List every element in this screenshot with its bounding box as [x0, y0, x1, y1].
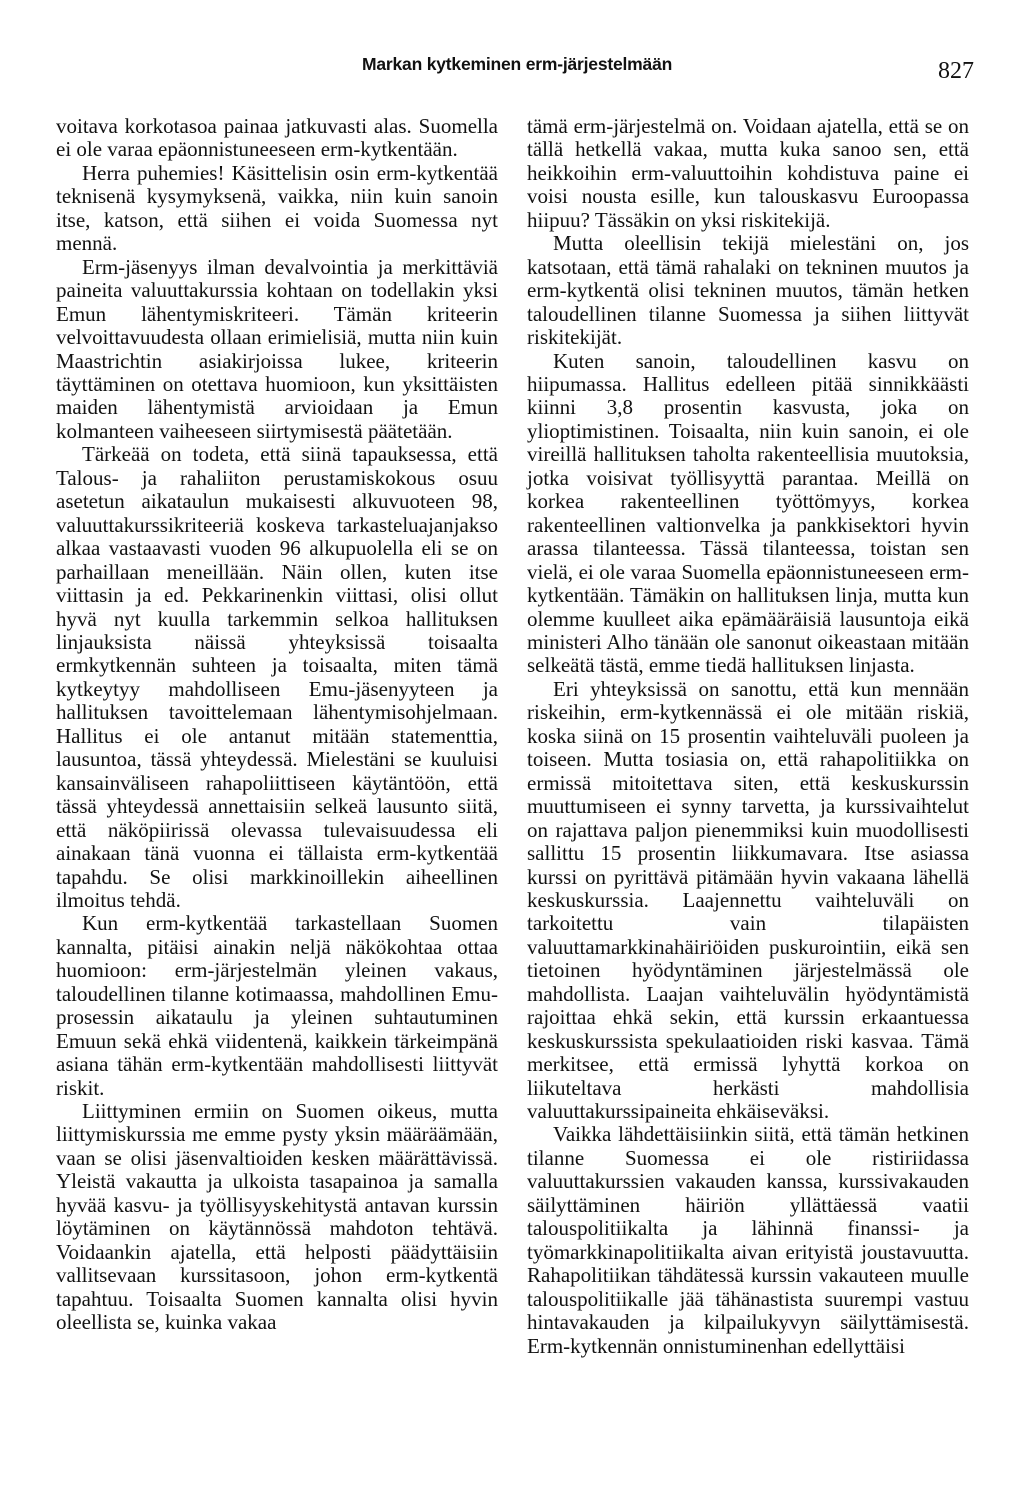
paragraph: Erm-jäsenyys ilman devalvointia ja merkittäviä paineita valuuttakurssia kohtaan on todellakin yksi Emun lähentymiskriteeri. Tämän kriteerin velvoittavuudesta ollaan erimielisiä, mutta niin kuin Maastrichtin asiakirjoissa lukee, kriteerin täyttäminen on otettava huomioon, kun yksittäisten maiden lähentymistä arvioidaan ja Emun kolmanteen vaiheeseen siirtymisestä päätetään.	[56, 254, 498, 443]
paragraph-continuation: tämä erm-järjestelmä on. Voidaan ajatella, että se on tällä hetkellä vakaa, mutta kuka sanoo sen, että heikkoihin erm-valuuttoihin kohdistuva paine ei voisi nousta esille, kun talouskasvu Euroopassa hiipuu? Tässäkin on yksi riskitekijä.	[527, 114, 969, 232]
paragraph: Eri yhteyksissä on sanottu, että kun mennään riskeihin, erm-kytkennässä ei ole mitään riskiä, koska siinä on 15 prosentin vaihteluväli puoleen ja toiseen. Mutta tosiasia on, että rahapolitiikka on ermissä mitoitettava siten, että keskuskurssin muuttumiseen ei synny tarvetta, ja kurssivaihtelut on rajattava paljon pienemmiksi kuin muodollisesti sallittu 15 prosentin liikkumavara. Itse asiassa kurssi on pyrittävä pitämään hyvin vakaana lähellä keskuskurssia. Laajennettu vaihteluväli on tarkoitettu vain tilapäisten valuuttamarkkinahäiriöiden puskurointiin, eikä sen tietoinen hyödyntäminen järjestelmässä ole mahdollista. Laajan vaihteluvälin hyödyntämistä rajoittaa ehkä sekin, että kurssin erkaantuessa keskuskurssista spekulaatioiden riski kasvaa. Tämä merkitsee, että ermissä lyhyttä korkoa on liikuteltava herkästi mahdollisia valuuttakurssipaineita ehkäiseväksi.	[527, 676, 969, 1124]
paragraph: Liittyminen ermiin on Suomen oikeus, mutta liittymiskurssia me emme pysty yksin määräämään, vaan se olisi jäsenvaltioiden kesken määrättävissä. Yleistä vakautta ja ulkoista tasapainoa ja samalla hyvää kasvu- ja työllisyyskehitystä antavan kurssin löytäminen on käytännössä mahdoton tehtävä. Voidaankin ajatella, että helposti päädyttäisiin vallitsevaan kurssitasoon, johon erm-kytkentä tapahtuu. Toisaalta Suomen kannalta olisi hyvin oleellista se, kuinka vakaa	[56, 1099, 498, 1335]
paragraph: Vaikka lähdettäisiinkin siitä, että tämän hetkinen tilanne Suomessa ei ole ristiriidassa valuuttakurssien vakauden kanssa, kurssivakauden säilyttäminen häiriön yllättäessä vaatii talouspolitiikalta ja lähinnä finanssi- ja työmarkkinapolitiikalta aivan erityistä joustavuutta. Rahapolitiikan tähdätessä kurssin vakauteen muulle talouspolitiikalle jää tähänastista suurempi vastuu hintavakauden ja kilpailukyvyn säilyttämisestä. Erm-kytkennän onnistuminenhan edellyttäisi	[527, 1122, 969, 1358]
running-header	[0, 54, 1024, 84]
left-column	[56, 115, 498, 1335]
right-column	[527, 115, 969, 1358]
paragraph-continuation: voitava korkotasoa painaa jatkuvasti alas. Suomella ei ole varaa epäonnistuneeseen erm-kytkentään.	[56, 114, 498, 162]
page-number: 827	[938, 58, 974, 84]
paragraph: Herra puhemies! Käsittelisin osin erm-kytkentää teknisenä kysymyksenä, vaikka, niin kuin sanoin itse, katson, että siihen ei voida Suomessa nyt mennä.	[56, 160, 498, 256]
running-title: Markan kytkeminen erm-järjestelmään	[362, 54, 673, 74]
paragraph: Kun erm-kytkentää tarkastellaan Suomen kannalta, pitäisi ainakin neljä näkökohtaa ottaa huomioon: erm-järjestelmän yleinen vakaus, taloudellinen tilanne kotimaassa, mahdollinen Emu-prosessin aikataulu ja yleinen suhtautuminen Emuun sekä ehkä viidentenä, kaikkein tärkeimpänä asiana tähän erm-kytkentään mahdollisesti liittyvät riskit.	[56, 911, 498, 1100]
paragraph: Mutta oleellisin tekijä mielestäni on, jos katsotaan, että tämä rahalaki on tekninen muutos ja erm-kytkentä olisi tekninen muutos, tämän hetken taloudellinen tilanne Suomessa ja siihen liittyvät riskitekijät.	[527, 231, 969, 350]
paragraph: Tärkeää on todeta, että siinä tapauksessa, että Talous- ja rahaliiton perustamiskokous osuu asetetun aikataulun mukaisesti alkuvuoteen 98, valuuttakurssikriteeriä koskeva tarkasteluajanjakso alkaa vastaavasti vuoden 96 alkupuolella eli se on parhaillaan meneillään. Näin ollen, kuten itse viittasin ja ed. Pekkarinenkin viittasi, olisi ollut hyvä nyt kuulla tarkemmin selkoa hallituksen linjauksista näissä yhteyksissä toisaalta ermkytkennän suhteen ja toisaalta, miten tämä kytkeytyy mahdolliseen Emu-jäsenyyteen ja hallituksen tavoittelemaan lähentymisohjelmaan. Hallitus ei ole antanut mitään statementtia, lausuntoa, tässä yhteydessä. Mielestäni se kuuluisi kansainväliseen rahapoliittiseen käytäntöön, että tässä yhteydessä annettaisiin selkeä lausunto siitä, että näköpiirissä olevassa tulevaisuudessa eli ainakaan tänä vuonna ei tällaista erm-kytkentää tapahdu. Se olisi markkinoillekin aiheellinen ilmoitus tehdä.	[56, 442, 498, 912]
paragraph: Kuten sanoin, taloudellinen kasvu on hiipumassa. Hallitus edelleen pitää sinnikkäästi kiinni 3,8 prosentin kasvusta, joka on ylioptimistinen. Toisaalta, niin kuin sanoin, ei ole vireillä hallituksen taholta rakenteellisia muutoksia, jotka voisivat työllisyyttä parantaa. Meillä on korkea rakenteellinen työttömyys, korkea rakenteellinen valtionvelka ja pankkisektori hyvin arassa tilanteessa. Tässä tilanteessa, toistan sen vielä, ei ole varaa Suomella epäonnistuneeseen erm-kytkentään. Tämäkin on hallituksen linja, mutta kun olemme kuulleet aika epämääräisiä lausuntoja eikä ministeri Alho tänään ole sanonut oikeastaan mitään selkeätä tästä, emme tiedä hallituksen linjasta.	[527, 348, 969, 678]
